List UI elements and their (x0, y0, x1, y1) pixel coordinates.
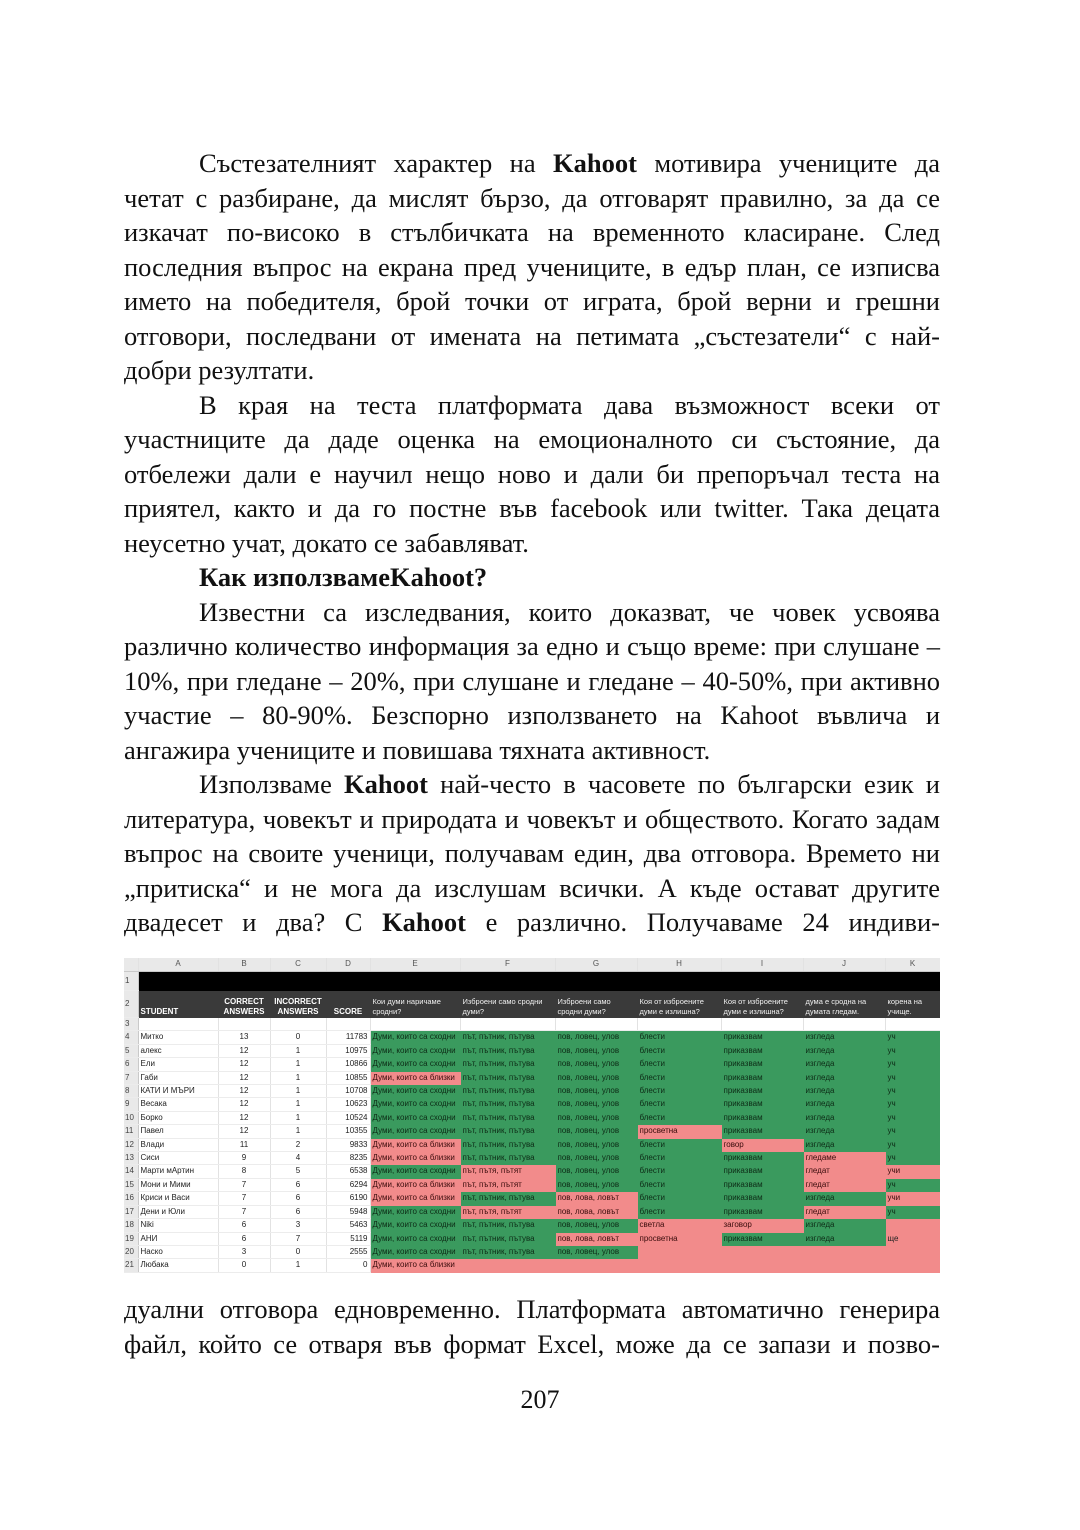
answer-cell: Думи, които са сходни (370, 1111, 460, 1124)
answer-cell: гледат (803, 1178, 885, 1191)
answer-cell (885, 1219, 940, 1232)
answer-cell: път, пътник, пътува (460, 1031, 555, 1044)
answer-cell (721, 1259, 803, 1272)
table-row (124, 1125, 940, 1138)
score: 0 (326, 1259, 370, 1272)
answer-cell: пов, ловец, улов (555, 1098, 637, 1111)
lower-text (124, 1292, 940, 1361)
correct-answers: 12 (218, 1125, 270, 1138)
answer-cell: изгледа (803, 1219, 885, 1232)
student-name: Криси и Васи (138, 1192, 218, 1205)
incorrect-answers: 0 (270, 1245, 326, 1258)
incorrect-answers: 1 (270, 1111, 326, 1124)
incorrect-answers: 6 (270, 1192, 326, 1205)
row-number: 15 (124, 1178, 138, 1191)
answer-cell: Думи, които са близки (370, 1071, 460, 1084)
answer-cell: блести (637, 1071, 721, 1084)
answer-cell: път, пътник, пътува (460, 1085, 555, 1098)
answer-cell: пов, лова, ловът (555, 1205, 637, 1218)
student-name: Niki (138, 1219, 218, 1232)
answer-cell: изгледа (803, 1031, 885, 1044)
answer-cell: уч (885, 1125, 940, 1138)
score: 10855 (326, 1071, 370, 1084)
student-name: КАТИ И МЪРИ (138, 1085, 218, 1098)
answer-cell: приказвам (721, 1178, 803, 1191)
answer-cell: приказвам (721, 1031, 803, 1044)
answer-cell: блести (637, 1098, 721, 1111)
table-row (124, 1111, 940, 1124)
answer-cell: пов, ловец, улов (555, 1031, 637, 1044)
answer-cell: изгледа (803, 1044, 885, 1057)
row-number: 19 (124, 1232, 138, 1245)
table-row (124, 1205, 940, 1218)
score: 6190 (326, 1192, 370, 1205)
correct-answers: 12 (218, 1098, 270, 1111)
answer-cell: уч (885, 1178, 940, 1191)
table-row (124, 1031, 940, 1044)
answer-cell: Думи, които са сходни (370, 1098, 460, 1111)
table-row (124, 1192, 940, 1205)
correct-answers: 12 (218, 1044, 270, 1057)
score: 10708 (326, 1085, 370, 1098)
row-number: 11 (124, 1125, 138, 1138)
incorrect-answers: 1 (270, 1098, 326, 1111)
answer-cell: уч (885, 1085, 940, 1098)
answer-cell: Думи, които са сходни (370, 1125, 460, 1138)
table-row (124, 1098, 940, 1111)
answer-cell: пов, ловец, улов (555, 1044, 637, 1057)
score: 10524 (326, 1111, 370, 1124)
score: 10623 (326, 1098, 370, 1111)
answer-cell: Думи, които са близки (370, 1259, 460, 1272)
score: 5948 (326, 1205, 370, 1218)
table-row (124, 1071, 940, 1084)
row-number: 12 (124, 1138, 138, 1151)
answer-cell: светла (637, 1219, 721, 1232)
answer-cell: приказвам (721, 1152, 803, 1165)
answer-cell: изгледа (803, 1138, 885, 1151)
excel-results-table (124, 958, 940, 1276)
row-number: 7 (124, 1071, 138, 1084)
table-row (124, 1058, 940, 1071)
table-row (124, 1085, 940, 1098)
student-name: Марти мАртин (138, 1165, 218, 1178)
row-number: 14 (124, 1165, 138, 1178)
answer-cell: учи (885, 1165, 940, 1178)
incorrect-answers: 1 (270, 1125, 326, 1138)
score: 2555 (326, 1245, 370, 1258)
answer-cell: Думи, които са близки (370, 1152, 460, 1165)
answer-cell: път, пътя, пътят (460, 1205, 555, 1218)
answer-cell: просветна (637, 1125, 721, 1138)
incorrect-header: INCORRECT ANSWERS (270, 991, 326, 1018)
table-row (124, 1245, 940, 1258)
answer-cell (803, 1245, 885, 1258)
score: 6294 (326, 1178, 370, 1191)
answer-cell: изгледа (803, 1125, 885, 1138)
score-header: SCORE (326, 991, 370, 1018)
student-name: Дени и Юли (138, 1205, 218, 1218)
table-row (124, 1232, 940, 1245)
answer-cell: гледат (803, 1205, 885, 1218)
answer-cell: изгледа (803, 1058, 885, 1071)
row-number: 20 (124, 1245, 138, 1258)
answer-cell: гледат (803, 1165, 885, 1178)
student-name: Борко (138, 1111, 218, 1124)
answer-cell: изгледа (803, 1071, 885, 1084)
answer-cell: изгледа (803, 1111, 885, 1124)
answer-cell: блести (637, 1205, 721, 1218)
answer-cell: гледаме (803, 1152, 885, 1165)
answer-cell: Думи, които са сходни (370, 1205, 460, 1218)
answer-cell: път, пътник, пътува (460, 1111, 555, 1124)
row-number: 21 (124, 1259, 138, 1272)
answer-cell: пов, ловец, улов (555, 1125, 637, 1138)
correct-answers: 7 (218, 1178, 270, 1191)
answer-cell: пов, ловец, улов (555, 1071, 637, 1084)
answer-cell: уч (885, 1098, 940, 1111)
score: 8235 (326, 1152, 370, 1165)
answer-cell: Думи, които са сходни (370, 1165, 460, 1178)
answer-cell (637, 1259, 721, 1272)
answer-cell: Думи, които са сходни (370, 1085, 460, 1098)
correct-answers: 7 (218, 1192, 270, 1205)
answer-cell: изгледа (803, 1192, 885, 1205)
table-row (124, 1138, 940, 1151)
paragraph-1-line-1: Състезателният характер на Kahoot мотивира учениците да (199, 148, 940, 178)
answer-cell: блести (637, 1031, 721, 1044)
correct-answers: 9 (218, 1152, 270, 1165)
answer-cell (721, 1245, 803, 1258)
answer-cell: път, пътник, пътува (460, 1245, 555, 1258)
answer-cell: пов, лова, ловът (555, 1232, 637, 1245)
student-name: Наско (138, 1245, 218, 1258)
upper-text (124, 146, 940, 940)
answer-cell: Думи, които са близки (370, 1192, 460, 1205)
answer-cell: пов, ловец, улов (555, 1178, 637, 1191)
answer-cell: блести (637, 1192, 721, 1205)
answer-cell: блести (637, 1058, 721, 1071)
answer-cell: път, пътник, пътува (460, 1152, 555, 1165)
answer-cell: път, пътник, пътува (460, 1192, 555, 1205)
student-name: Мони и Мими (138, 1178, 218, 1191)
student-name: АНИ (138, 1232, 218, 1245)
table-row (124, 1165, 940, 1178)
table-row (124, 1152, 940, 1165)
row-number: 13 (124, 1152, 138, 1165)
column-letters: A B C D E F G H I J K (124, 958, 940, 972)
answer-cell: блести (637, 1178, 721, 1191)
incorrect-answers: 1 (270, 1044, 326, 1057)
answer-cell: път, пътник, пътува (460, 1098, 555, 1111)
incorrect-answers: 6 (270, 1205, 326, 1218)
incorrect-answers: 4 (270, 1152, 326, 1165)
answer-cell: блести (637, 1111, 721, 1124)
student-name: Сиси (138, 1152, 218, 1165)
correct-answers: 6 (218, 1219, 270, 1232)
answer-cell: Думи, които са сходни (370, 1044, 460, 1057)
paragraph-5: дуални отговора едновременно. Платформата автоматично генерира файл, който се отваря във формат Excel, може да се запази и позво- (124, 1294, 940, 1359)
answer-cell: говор (721, 1138, 803, 1151)
row-3: 3 (124, 1018, 940, 1031)
answer-cell: пов, ловец, улов (555, 1245, 637, 1258)
answer-cell: пов, ловец, улов (555, 1138, 637, 1151)
answer-cell: Думи, които са сходни (370, 1031, 460, 1044)
score: 10866 (326, 1058, 370, 1071)
correct-answers: 12 (218, 1111, 270, 1124)
answer-cell: приказвам (721, 1192, 803, 1205)
correct-answers: 7 (218, 1205, 270, 1218)
answer-cell: изгледа (803, 1085, 885, 1098)
answer-cell: приказвам (721, 1165, 803, 1178)
row-number: 10 (124, 1111, 138, 1124)
score: 5463 (326, 1219, 370, 1232)
answer-cell: блести (637, 1085, 721, 1098)
answer-cell: уч (885, 1152, 940, 1165)
table-row (124, 1044, 940, 1057)
correct-answers: 0 (218, 1259, 270, 1272)
correct-answers: 12 (218, 1085, 270, 1098)
paragraph-2: В края на теста платформата дава възможност всеки от участниците да даде оценка на емоционалното си състояние, да отбележи дали е научил нещо ново и дали би препоръчал теста на приятел, както и да го постне във facebook или twitter. Така децата неусетно учат, докато се забавляват. (124, 389, 940, 558)
score: 10355 (326, 1125, 370, 1138)
answer-cell: ще (885, 1232, 940, 1245)
answer-cell: приказвам (721, 1071, 803, 1084)
correct-header: CORRECT ANSWERS (218, 991, 270, 1018)
table-row (124, 1178, 940, 1191)
answer-cell: блести (637, 1152, 721, 1165)
answer-cell: пов, ловец, улов (555, 1152, 637, 1165)
score: 5119 (326, 1232, 370, 1245)
answer-cell: път, пътя, пътят (460, 1178, 555, 1191)
correct-answers: 11 (218, 1138, 270, 1151)
row-number: 4 (124, 1031, 138, 1044)
answer-cell: просветна (637, 1232, 721, 1245)
score: 9833 (326, 1138, 370, 1151)
row-number: 18 (124, 1219, 138, 1232)
correct-answers: 12 (218, 1058, 270, 1071)
incorrect-answers: 6 (270, 1178, 326, 1191)
answer-cell: изгледа (803, 1232, 885, 1245)
answer-cell (885, 1259, 940, 1272)
row-1: 1 (124, 972, 940, 991)
answer-cell (885, 1245, 940, 1258)
answer-cell: уч (885, 1044, 940, 1057)
answer-cell (555, 1259, 637, 1272)
answer-cell: Думи, които са сходни (370, 1219, 460, 1232)
answer-cell: приказвам (721, 1058, 803, 1071)
incorrect-answers: 7 (270, 1232, 326, 1245)
table-row (124, 1259, 940, 1272)
student-name: Ели (138, 1058, 218, 1071)
student-name: Влади (138, 1138, 218, 1151)
answer-cell: Думи, които са близки (370, 1138, 460, 1151)
score: 10975 (326, 1044, 370, 1057)
student-name: Габи (138, 1071, 218, 1084)
correct-answers: 3 (218, 1245, 270, 1258)
answer-cell: учи (885, 1192, 940, 1205)
answer-cell: Думи, които са близки (370, 1178, 460, 1191)
answer-cell: път, пътник, пътува (460, 1044, 555, 1057)
student-header: STUDENT (138, 991, 218, 1018)
kahoot-bold: Kahoot (553, 148, 637, 178)
correct-answers: 13 (218, 1031, 270, 1044)
answer-cell: приказвам (721, 1125, 803, 1138)
answer-cell: приказвам (721, 1085, 803, 1098)
row-number: 5 (124, 1044, 138, 1057)
incorrect-answers: 1 (270, 1071, 326, 1084)
correct-answers: 12 (218, 1071, 270, 1084)
paragraph-4: Използваме Kahoot най-често в часовете по български език и литература, човекът и природата и човекът и обществото. Когато задам въпрос на своите ученици, получавам един, два отговора. Времето ни „притиска“ и не мога да изслушам всички. А къде остават другите двадесет и два? С Kahoot е различно. Получаваме 24 индиви- (124, 769, 940, 937)
answer-cell: уч (885, 1071, 940, 1084)
answer-cell: приказвам (721, 1044, 803, 1057)
row-number: 16 (124, 1192, 138, 1205)
row-number: 17 (124, 1205, 138, 1218)
answer-cell: заговор (721, 1219, 803, 1232)
answer-cell: път, пътник, пътува (460, 1232, 555, 1245)
answer-cell: Думи, които са сходни (370, 1058, 460, 1071)
answer-cell: блести (637, 1044, 721, 1057)
score: 6538 (326, 1165, 370, 1178)
answer-cell: блести (637, 1165, 721, 1178)
answer-cell: пов, ловец, улов (555, 1058, 637, 1071)
answer-cell (803, 1259, 885, 1272)
answer-cell: изгледа (803, 1098, 885, 1111)
page-number: 207 (520, 1385, 560, 1414)
answer-cell (637, 1245, 721, 1258)
row-number: 6 (124, 1058, 138, 1071)
answer-cell: път, пътя, пътят (460, 1165, 555, 1178)
answer-cell: блести (637, 1138, 721, 1151)
answer-cell: уч (885, 1031, 940, 1044)
incorrect-answers: 1 (270, 1058, 326, 1071)
student-name: Митко (138, 1031, 218, 1044)
header-row: 2 STUDENT CORRECT ANSWERS INCORRECT ANSWERS SCORE Кои думи наричаме сродни? Изброени само сродни думи? Изброени само сродни думи? Коя от изброените думи е излишна? Коя от изброените думи е излишна? дума е сродна на думата гледам. корена на учище. (124, 991, 940, 1018)
student-name: алекс (138, 1044, 218, 1057)
answer-cell: уч (885, 1111, 940, 1124)
answer-cell: път, пътник, пътува (460, 1219, 555, 1232)
answer-cell: приказвам (721, 1098, 803, 1111)
table-row (124, 1219, 940, 1232)
row-number: 8 (124, 1085, 138, 1098)
score: 11783 (326, 1031, 370, 1044)
incorrect-answers: 1 (270, 1259, 326, 1272)
student-name: Весака (138, 1098, 218, 1111)
answer-cell: приказвам (721, 1232, 803, 1245)
incorrect-answers: 1 (270, 1085, 326, 1098)
answer-cell: приказвам (721, 1205, 803, 1218)
paragraph-1: четат с разбиране, да мислят бързо, да отговарят правилно, за да се изкачат по-високо в стълбичката на временното класиране. След последния въпрос на екрана пред учениците, в едър план, се изписва името на победителя, брой точки от играта, брой верни и грешни отговори, последвани от имената на петимата „състезатели“ с най-добри резултати. (124, 182, 940, 385)
answer-cell: път, пътник, пътува (460, 1058, 555, 1071)
answer-cell: пов, ловец, улов (555, 1111, 637, 1124)
section-heading: Как използвамеKahoot? (199, 562, 488, 592)
incorrect-answers: 0 (270, 1031, 326, 1044)
answer-cell: Думи, които са сходни (370, 1232, 460, 1245)
answer-cell: Думи, които са сходни (370, 1245, 460, 1258)
answer-cell: пов, ловец, улов (555, 1219, 637, 1232)
correct-answers: 8 (218, 1165, 270, 1178)
answer-cell: уч (885, 1138, 940, 1151)
answer-cell: уч (885, 1058, 940, 1071)
answer-cell: пов, ловец, улов (555, 1165, 637, 1178)
incorrect-answers: 2 (270, 1138, 326, 1151)
answer-cell: пов, лова, ловът (555, 1192, 637, 1205)
incorrect-answers: 5 (270, 1165, 326, 1178)
answer-cell: приказвам (721, 1111, 803, 1124)
answer-cell: уч (885, 1205, 940, 1218)
paragraph-3: Известни са изследвания, които доказват, че човек усвоява различно количество информация за едно и също време: при слушане – 10%, при гледане – 20%, при слушане и гледане – 40-50%, при активно участие – 80-90%. Безспорно използването на Kahoot въвлича и ангажира учениците и повишава тяхната активност. (124, 596, 940, 765)
answer-cell (460, 1259, 555, 1272)
student-name: Любака (138, 1259, 218, 1272)
student-name: Павел (138, 1125, 218, 1138)
answer-cell: път, пътник, пътува (460, 1138, 555, 1151)
answer-cell: път, пътник, пътува (460, 1071, 555, 1084)
correct-answers: 6 (218, 1232, 270, 1245)
answer-cell: път, пътник, пътува (460, 1125, 555, 1138)
answer-cell: пов, ловец, улов (555, 1085, 637, 1098)
row-number: 9 (124, 1098, 138, 1111)
incorrect-answers: 3 (270, 1219, 326, 1232)
